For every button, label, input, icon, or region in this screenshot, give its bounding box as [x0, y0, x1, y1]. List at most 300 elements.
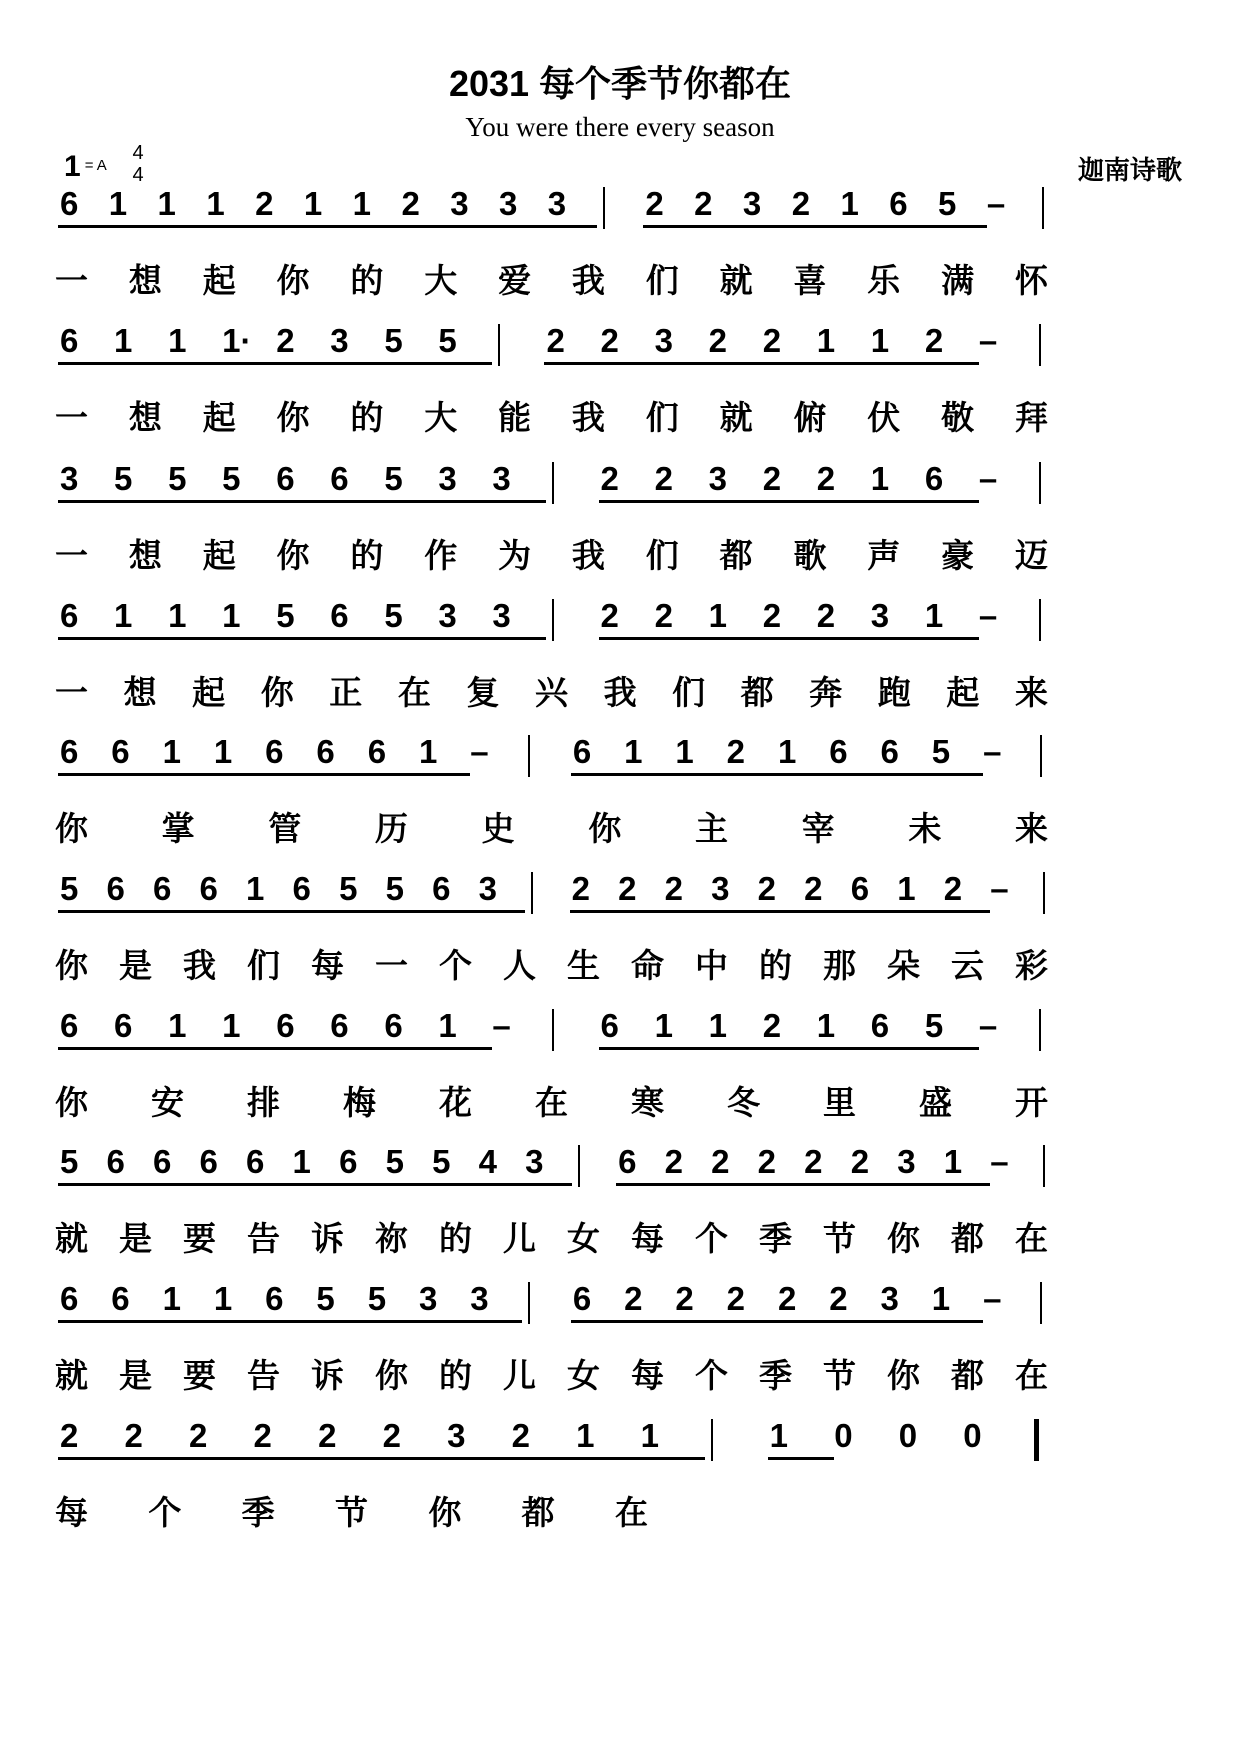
- beam-line: [220, 362, 276, 365]
- beam-line: [161, 1320, 214, 1323]
- lyric-char: 我: [183, 947, 216, 984]
- note: 1: [624, 733, 643, 770]
- note: 6: [600, 1007, 619, 1044]
- note: 0: [963, 1417, 982, 1454]
- note: 5: [438, 322, 457, 359]
- note: 2: [654, 597, 673, 634]
- lyric-char: 每: [55, 1494, 88, 1531]
- note: 2: [850, 1143, 870, 1180]
- lyric-char: 的: [439, 1220, 472, 1257]
- beam-line: [849, 910, 898, 913]
- barline: [711, 1419, 713, 1461]
- barline: [531, 872, 533, 914]
- beam-line: [802, 1183, 851, 1186]
- note: 3: [438, 597, 457, 634]
- lyric-char: 一: [375, 947, 408, 984]
- lyric-char: 你: [260, 674, 294, 711]
- lyric-char: 史: [481, 810, 515, 847]
- note: 2: [618, 870, 637, 907]
- lyric-char: 你: [276, 537, 310, 574]
- lyric-char: 正: [329, 674, 363, 711]
- beam-line: [663, 1183, 712, 1186]
- lyric-char: 管: [268, 810, 302, 847]
- beam-line: [776, 773, 829, 776]
- beam-line: [314, 1320, 367, 1323]
- beam-line: [151, 1183, 200, 1186]
- lyric-char: 我: [571, 262, 605, 299]
- note: 6: [367, 733, 387, 770]
- note-row: [0, 597, 1240, 677]
- beam-line: [430, 910, 479, 913]
- barline: [1039, 1009, 1041, 1051]
- beam-line: [923, 362, 979, 365]
- beam-line: [544, 362, 600, 365]
- beam-line: [112, 362, 168, 365]
- note: 6: [111, 733, 130, 770]
- lyric-char: 们: [645, 262, 679, 299]
- beam-line: [105, 1183, 154, 1186]
- barline: [1043, 1145, 1045, 1187]
- score-system: [0, 1007, 1240, 1157]
- beam-line: [570, 910, 619, 913]
- lyric-char: 人: [503, 947, 536, 984]
- lyric-char: 季: [759, 1220, 792, 1257]
- barline: [1040, 1282, 1042, 1324]
- lyric-char: 你: [55, 810, 88, 847]
- lyric-char: 在: [1015, 1220, 1048, 1257]
- beam-line: [417, 1320, 470, 1323]
- lyric-char: 生: [567, 947, 600, 984]
- note: 5: [931, 733, 951, 770]
- beam-line: [643, 225, 694, 228]
- lyric-row: [0, 255, 1240, 305]
- lyric-char: 女: [567, 1220, 600, 1257]
- beam-line: [869, 1047, 925, 1050]
- note: 3: [654, 322, 673, 359]
- lyric-char: 爱: [498, 262, 532, 299]
- note: 6: [330, 460, 349, 497]
- note: 2: [664, 1143, 683, 1180]
- note: 2: [600, 322, 619, 359]
- barline: [1039, 599, 1041, 641]
- dash-note: –: [990, 1143, 1009, 1180]
- beam-line: [58, 500, 114, 503]
- barline: [578, 1145, 580, 1187]
- beam-line: [220, 500, 276, 503]
- note: 2: [382, 1417, 401, 1454]
- note: 2: [726, 733, 746, 770]
- note: 1: [870, 322, 890, 359]
- lyric-char: 想: [123, 674, 157, 711]
- note: 2: [318, 1417, 337, 1454]
- note: 5: [924, 1007, 944, 1044]
- beam-line: [302, 225, 353, 228]
- lyric-char: 个: [148, 1494, 182, 1531]
- note: 2: [757, 1143, 777, 1180]
- lyric-char: 敬: [941, 399, 975, 436]
- lyric-char: 你: [276, 399, 310, 436]
- lyric-char: 季: [241, 1494, 275, 1531]
- note: 2: [762, 597, 782, 634]
- beam-line: [58, 1457, 125, 1460]
- note: 6: [60, 733, 79, 770]
- note: 2: [694, 185, 713, 222]
- note: 1: [816, 1007, 836, 1044]
- beam-line: [673, 1320, 726, 1323]
- lyric-char: 一: [55, 262, 88, 299]
- score-system: [0, 870, 1240, 1020]
- beam-line: [653, 362, 709, 365]
- lyric-char: 起: [202, 537, 236, 574]
- note: 3: [492, 460, 511, 497]
- beam-line: [109, 1320, 162, 1323]
- beam-line: [351, 225, 402, 228]
- beam-line: [574, 1457, 641, 1460]
- lyric-char: 云: [951, 947, 984, 984]
- note: 1: [418, 733, 438, 770]
- beam-line: [869, 500, 925, 503]
- lyric-char: 奔: [809, 674, 843, 711]
- lyric-char: 历: [375, 810, 408, 847]
- key-equals: = A: [84, 157, 107, 174]
- note: 1: [438, 1007, 457, 1044]
- beam-line: [244, 1183, 293, 1186]
- beam-line: [58, 637, 114, 640]
- lyric-row: [0, 667, 1240, 717]
- lyric-char: 女: [567, 1357, 600, 1394]
- note: 6: [880, 733, 899, 770]
- beam-line: [220, 1047, 276, 1050]
- beam-line: [923, 1047, 979, 1050]
- lyric-char: 个: [439, 947, 472, 984]
- barline: [1042, 187, 1044, 229]
- note: 1: [168, 597, 187, 634]
- note: 6: [60, 1007, 79, 1044]
- note: 2: [255, 185, 274, 222]
- note-row: [0, 185, 1240, 265]
- lyric-char: 来: [1015, 810, 1048, 847]
- lyric-char: 安: [151, 1084, 184, 1121]
- lyric-char: 祢: [375, 1220, 408, 1257]
- beam-line: [490, 637, 546, 640]
- barline: [528, 735, 530, 777]
- lyric-row: [0, 1213, 1240, 1263]
- note: 1: [168, 1007, 187, 1044]
- beam-line: [477, 910, 526, 913]
- lyric-row: [0, 1350, 1240, 1400]
- lyric-char: 盛: [919, 1084, 952, 1121]
- note: 1: [640, 1417, 659, 1454]
- note: 6: [111, 1280, 130, 1317]
- note: 2: [600, 597, 619, 634]
- beam-line: [776, 1320, 829, 1323]
- score-system: [0, 1417, 1240, 1567]
- beam-line: [761, 362, 817, 365]
- lyric-char: 都: [521, 1494, 555, 1531]
- lyric-char: 在: [397, 674, 431, 711]
- beam-line: [616, 910, 665, 913]
- note: 6: [618, 1143, 637, 1180]
- beam-line: [220, 637, 276, 640]
- beam-line: [468, 1320, 521, 1323]
- note: 3: [880, 1280, 899, 1317]
- beam-line: [477, 1183, 526, 1186]
- score-system: [0, 1280, 1240, 1430]
- note: 0: [834, 1417, 853, 1454]
- note-row: [0, 460, 1240, 540]
- note: 2: [664, 870, 683, 907]
- note: 6: [330, 1007, 349, 1044]
- beam-line: [936, 225, 987, 228]
- note: 1: [924, 597, 944, 634]
- beam-line: [490, 500, 546, 503]
- note: 1: [352, 185, 372, 222]
- lyric-char: 都: [951, 1220, 984, 1257]
- note: 6: [199, 1143, 218, 1180]
- note: 1: [708, 1007, 727, 1044]
- lyric-char: 你: [55, 1084, 88, 1121]
- note: 2: [645, 185, 664, 222]
- time-top: 4: [132, 142, 144, 164]
- beam-line: [399, 225, 450, 228]
- note: 5: [276, 597, 295, 634]
- note: 5: [60, 870, 79, 907]
- beam-line: [571, 773, 624, 776]
- dash-note: –: [978, 322, 998, 359]
- lyric-char: 节: [823, 1220, 856, 1257]
- beam-line: [204, 225, 255, 228]
- beam-line: [187, 1457, 254, 1460]
- beam-line: [382, 1047, 438, 1050]
- lyric-char: 们: [247, 947, 280, 984]
- lyric-char: 一: [55, 674, 88, 711]
- note: 6: [60, 1280, 79, 1317]
- note: 5: [384, 460, 403, 497]
- note: 4: [478, 1143, 497, 1180]
- beam-line: [663, 910, 712, 913]
- lyric-char: 寒: [631, 1084, 664, 1121]
- lyric-row: [0, 1487, 1240, 1537]
- note: 6: [153, 870, 172, 907]
- beam-line: [510, 1457, 577, 1460]
- dash-note: –: [986, 185, 1006, 222]
- beam-line: [653, 500, 709, 503]
- lyric-char: 喜: [793, 262, 827, 299]
- beam-line: [58, 362, 114, 365]
- lyric-char: 儿: [503, 1220, 536, 1257]
- beam-line: [599, 1047, 655, 1050]
- note: 3: [447, 1417, 466, 1454]
- beam-line: [161, 773, 214, 776]
- beam-line: [381, 1457, 448, 1460]
- lyric-char: 就: [719, 262, 753, 299]
- note: 2: [816, 460, 836, 497]
- dash-note: –: [470, 733, 489, 770]
- dash-note: –: [978, 597, 998, 634]
- beam-line: [869, 362, 925, 365]
- beam-line: [436, 500, 492, 503]
- lyric-char: 我: [571, 399, 605, 436]
- lyric-char: 能: [498, 399, 532, 436]
- note: 0: [898, 1417, 918, 1454]
- note: 3: [742, 185, 762, 222]
- note: 2: [762, 460, 782, 497]
- lyric-char: 满: [941, 262, 975, 299]
- note: 1: [114, 597, 133, 634]
- note: 2: [816, 597, 836, 634]
- lyric-char: 季: [759, 1357, 792, 1394]
- beam-line: [622, 1320, 675, 1323]
- beam-line: [274, 362, 330, 365]
- note: 1: [222, 597, 241, 634]
- lyric-char: 声: [867, 537, 901, 574]
- note: 3: [438, 460, 457, 497]
- barline: [498, 324, 500, 366]
- dash-note: –: [983, 733, 1002, 770]
- lyric-char: 的: [350, 399, 384, 436]
- time-bottom: 4: [132, 164, 144, 186]
- beam-line: [105, 910, 154, 913]
- lyric-char: 朵: [887, 947, 920, 984]
- note: 2: [762, 1007, 782, 1044]
- lyric-char: 俯: [793, 399, 827, 436]
- barline: [1040, 735, 1042, 777]
- lyric-char: 都: [719, 537, 753, 574]
- note-row: [0, 870, 1240, 950]
- beam-line: [430, 1183, 479, 1186]
- lyric-char: 就: [55, 1357, 88, 1394]
- note: 1: [292, 1143, 311, 1180]
- beam-line: [436, 362, 492, 365]
- lyric-char: 命: [631, 947, 664, 984]
- lyric-row: [0, 392, 1240, 442]
- beam-line: [328, 500, 384, 503]
- lyric-char: 豪: [941, 537, 975, 574]
- dash-note: –: [978, 460, 998, 497]
- note: 6: [432, 870, 451, 907]
- beam-line: [314, 773, 367, 776]
- note: 6: [572, 1280, 592, 1317]
- note: 2: [829, 1280, 848, 1317]
- beam-line: [930, 773, 983, 776]
- note: 3: [525, 1143, 544, 1180]
- lyric-char: 是: [119, 947, 152, 984]
- beam-line: [827, 1320, 880, 1323]
- beam-line: [212, 773, 265, 776]
- note: 6: [572, 733, 592, 770]
- note: 6: [384, 1007, 403, 1044]
- note: 2: [708, 322, 727, 359]
- note: 3: [711, 870, 730, 907]
- lyric-char: 在: [615, 1494, 648, 1531]
- note: 2: [511, 1417, 530, 1454]
- note: 3: [60, 460, 79, 497]
- dash-note: –: [978, 1007, 998, 1044]
- beam-line: [523, 1183, 572, 1186]
- lyric-char: 就: [719, 399, 753, 436]
- barline: [603, 187, 605, 229]
- beam-line: [166, 500, 222, 503]
- note: 5: [385, 870, 404, 907]
- note: 6: [265, 733, 284, 770]
- note: 1: [222, 1007, 241, 1044]
- lyric-row: [0, 803, 1240, 853]
- note: 2: [757, 870, 777, 907]
- note: 6: [276, 1007, 295, 1044]
- beam-line: [109, 773, 162, 776]
- lyric-char: 每: [311, 947, 344, 984]
- beam-line: [366, 773, 419, 776]
- beam-line: [151, 910, 200, 913]
- beam-line: [599, 637, 655, 640]
- note: 6: [339, 1143, 358, 1180]
- lyric-char: 一: [55, 399, 88, 436]
- note: 1: [943, 1143, 963, 1180]
- note-row: [0, 733, 1240, 813]
- note: 6: [106, 870, 125, 907]
- beam-line: [274, 637, 330, 640]
- lyric-char: 的: [759, 947, 792, 984]
- beam-line: [815, 1047, 871, 1050]
- beam-line: [382, 362, 438, 365]
- note: 2: [546, 322, 565, 359]
- note: 1: [162, 1280, 181, 1317]
- beam-line: [895, 910, 944, 913]
- beam-line: [838, 225, 889, 228]
- lyric-row: [0, 530, 1240, 580]
- score-system: [0, 460, 1240, 610]
- note: 3: [547, 185, 567, 222]
- note: 1: [303, 185, 323, 222]
- lyric-char: 彩: [1015, 947, 1048, 984]
- note: 6: [330, 597, 349, 634]
- note: 3: [450, 185, 469, 222]
- note: 5: [384, 322, 403, 359]
- score-system: [0, 597, 1240, 747]
- lyric-char: 起: [192, 674, 226, 711]
- beam-line: [448, 225, 499, 228]
- note: 1: [162, 733, 181, 770]
- beam-line: [653, 1047, 709, 1050]
- barline: [1043, 872, 1045, 914]
- note: 2: [943, 870, 963, 907]
- note: 6: [276, 460, 295, 497]
- lyric-char: 迈: [1015, 537, 1048, 574]
- beam-line: [436, 637, 492, 640]
- note: 5: [60, 1143, 79, 1180]
- beam-line: [707, 500, 763, 503]
- lyric-char: 你: [588, 810, 622, 847]
- beam-line: [741, 225, 792, 228]
- beam-line: [58, 1047, 114, 1050]
- lyric-char: 你: [55, 947, 88, 984]
- note: 1: [840, 185, 859, 222]
- beam-line: [923, 500, 979, 503]
- lyric-char: 想: [128, 399, 162, 436]
- beam-line: [166, 637, 222, 640]
- lyric-char: 的: [350, 537, 384, 574]
- note: 2: [624, 1280, 643, 1317]
- note: 2: [401, 185, 420, 222]
- lyric-char: 我: [571, 537, 605, 574]
- note: 2: [654, 460, 673, 497]
- lyric-char: 一: [55, 537, 88, 574]
- beam-line: [382, 637, 438, 640]
- note: 6: [316, 733, 335, 770]
- beam-line: [571, 1320, 624, 1323]
- note: 1·: [222, 322, 252, 359]
- beam-line: [887, 225, 938, 228]
